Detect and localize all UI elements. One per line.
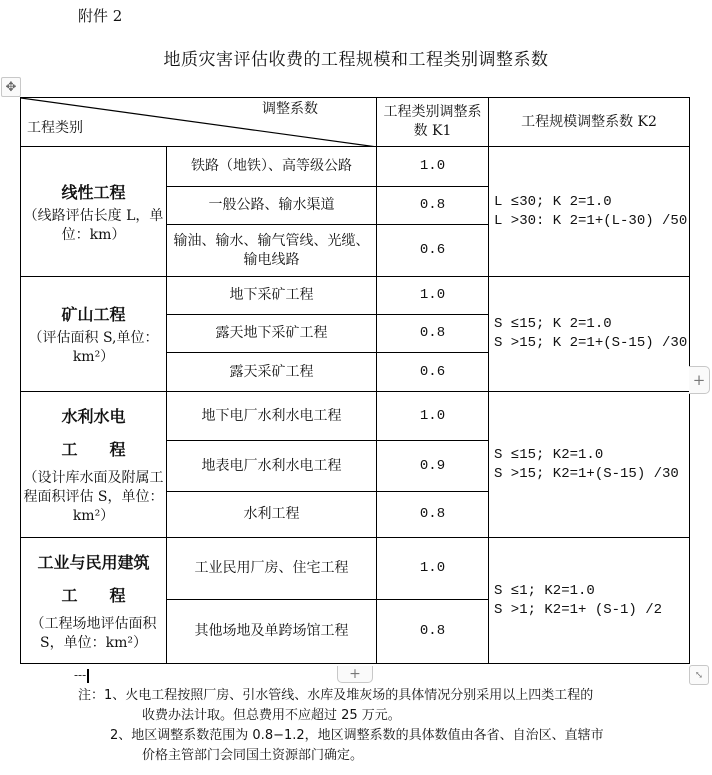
category-note: （工程场地评估面积 S，单位：km²） (30, 615, 157, 651)
k1-value[interactable]: 0.8 (377, 315, 489, 353)
header-k1[interactable]: 工程类别调整系数 K1 (377, 98, 489, 147)
k1-value[interactable]: 1.0 (377, 147, 489, 187)
table-row (21, 147, 690, 187)
k2-formula-cell[interactable] (489, 277, 690, 392)
item-name[interactable]: 地表电厂水利水电工程 (167, 441, 377, 492)
k2-formula-line: L >30: K 2=1+(L-30) /50 (494, 212, 688, 229)
k2-formula-line: S >15; K 2=1+(S-15) /30 (494, 335, 688, 351)
item-name[interactable]: 露天采矿工程 (167, 353, 377, 392)
item-name[interactable]: 地下电厂水利水电工程 (167, 392, 377, 441)
resize-icon: ⤡ (694, 669, 704, 681)
k2-formula-line: S ≤1; K2=1.0 (494, 582, 595, 599)
item-name[interactable]: 铁路（地铁）、高等级公路 (167, 147, 377, 187)
category-name: 水利水电 (61, 407, 126, 426)
header-k2[interactable]: 工程规模调整系数 K2 (489, 98, 690, 147)
category-cell[interactable] (21, 392, 167, 538)
item-name[interactable]: 地下采矿工程 (167, 277, 377, 315)
plus-icon: + (692, 371, 706, 389)
k2-formula-line: S ≤15; K2=1.0 (494, 446, 604, 463)
table-move-handle[interactable] (1, 77, 21, 97)
note-item (78, 726, 604, 746)
note-continuation: 价格主管部门会同国土资源部门确定。 (142, 748, 364, 763)
attachment-label: 附件 2 (78, 7, 123, 25)
add-column-button[interactable] (689, 366, 710, 394)
header-project-category: 工程类别 (27, 120, 83, 136)
category-note: （线路评估长度 L，单位：km） (23, 207, 164, 243)
note-text: 地区调整系数范围为 0.8−1.2，地区调整系数的具体数值由各省、自治区、直辖市 (131, 728, 604, 743)
k1-value[interactable]: 0.9 (377, 441, 489, 492)
note-item (78, 686, 604, 706)
header-diagonal-cell[interactable] (21, 98, 377, 147)
notes-section (78, 686, 604, 766)
note-text: 火电工程按照厂房、引水管线、水库及堆灰场的具体情况分别采用以上四类工程的 (125, 688, 594, 703)
k1-value[interactable]: 0.8 (377, 600, 489, 664)
k1-value[interactable]: 0.6 (377, 225, 489, 277)
item-name[interactable]: 一般公路、输水渠道 (167, 187, 377, 225)
table-row (21, 392, 690, 441)
text-cursor (87, 669, 89, 683)
item-name[interactable]: 输油、输水、输气管线、光缆、输电线路 (167, 225, 377, 277)
k2-formula-line: S >15; K2=1+(S-15) /30 (494, 465, 679, 482)
k1-value[interactable]: 0.8 (377, 492, 489, 538)
cursor-text: --- (74, 668, 87, 682)
k1-value[interactable]: 0.6 (377, 353, 489, 392)
k2-formula-cell[interactable] (489, 147, 690, 277)
k1-value[interactable]: 1.0 (377, 277, 489, 315)
note-number: 1、 (104, 688, 126, 703)
header-adjust-coefficient: 调整系数 (262, 101, 318, 117)
k2-formula-line: S >1; K2=1+ (S-1) /2 (494, 601, 663, 618)
category-name: 线性工程 (61, 182, 126, 202)
category-cell[interactable] (21, 277, 167, 392)
table-row (21, 538, 690, 600)
category-name-line2: 工 程 (61, 585, 126, 605)
table-resize-handle[interactable] (689, 665, 709, 685)
k2-formula-cell[interactable] (489, 392, 690, 538)
category-note: （设计库水面及附属工程面积评估 S，单位：km²） (23, 470, 164, 524)
category-note: （评估面积 S,单位：km²） (28, 330, 159, 365)
note-continuation: 收费办法计取。但总费用不应超过 25 万元。 (142, 708, 401, 723)
k2-formula-line: S ≤15; K 2=1.0 (494, 316, 612, 332)
category-name: 工业与民用建筑 (37, 552, 150, 572)
move-icon: ✥ (5, 79, 17, 95)
k2-formula-line: L ≤30; K 2=1.0 (494, 193, 612, 210)
text-cursor-line[interactable] (74, 668, 89, 683)
note-number: 2、 (110, 728, 132, 743)
table-row (21, 277, 690, 315)
k1-value[interactable]: 1.0 (377, 392, 489, 441)
notes-prefix: 注： (78, 688, 105, 703)
item-name[interactable]: 工业民用厂房、住宅工程 (167, 538, 377, 600)
category-name-line2: 工 程 (61, 440, 126, 459)
plus-icon: + (349, 666, 361, 682)
k2-formula-cell[interactable] (489, 538, 690, 664)
item-name[interactable]: 水利工程 (167, 492, 377, 538)
table-header-row (21, 98, 690, 147)
category-cell[interactable] (21, 147, 167, 277)
document-title: 地质灾害评估收费的工程规模和工程类别调整系数 (163, 50, 549, 70)
item-name[interactable]: 露天地下采矿工程 (167, 315, 377, 353)
k1-value[interactable]: 0.8 (377, 187, 489, 225)
category-cell[interactable] (21, 538, 167, 664)
coefficient-table (20, 97, 690, 664)
add-row-button[interactable] (337, 666, 373, 683)
k1-value[interactable]: 1.0 (377, 538, 489, 600)
item-name[interactable]: 其他场地及单跨场馆工程 (167, 600, 377, 664)
category-name: 矿山工程 (61, 305, 126, 324)
